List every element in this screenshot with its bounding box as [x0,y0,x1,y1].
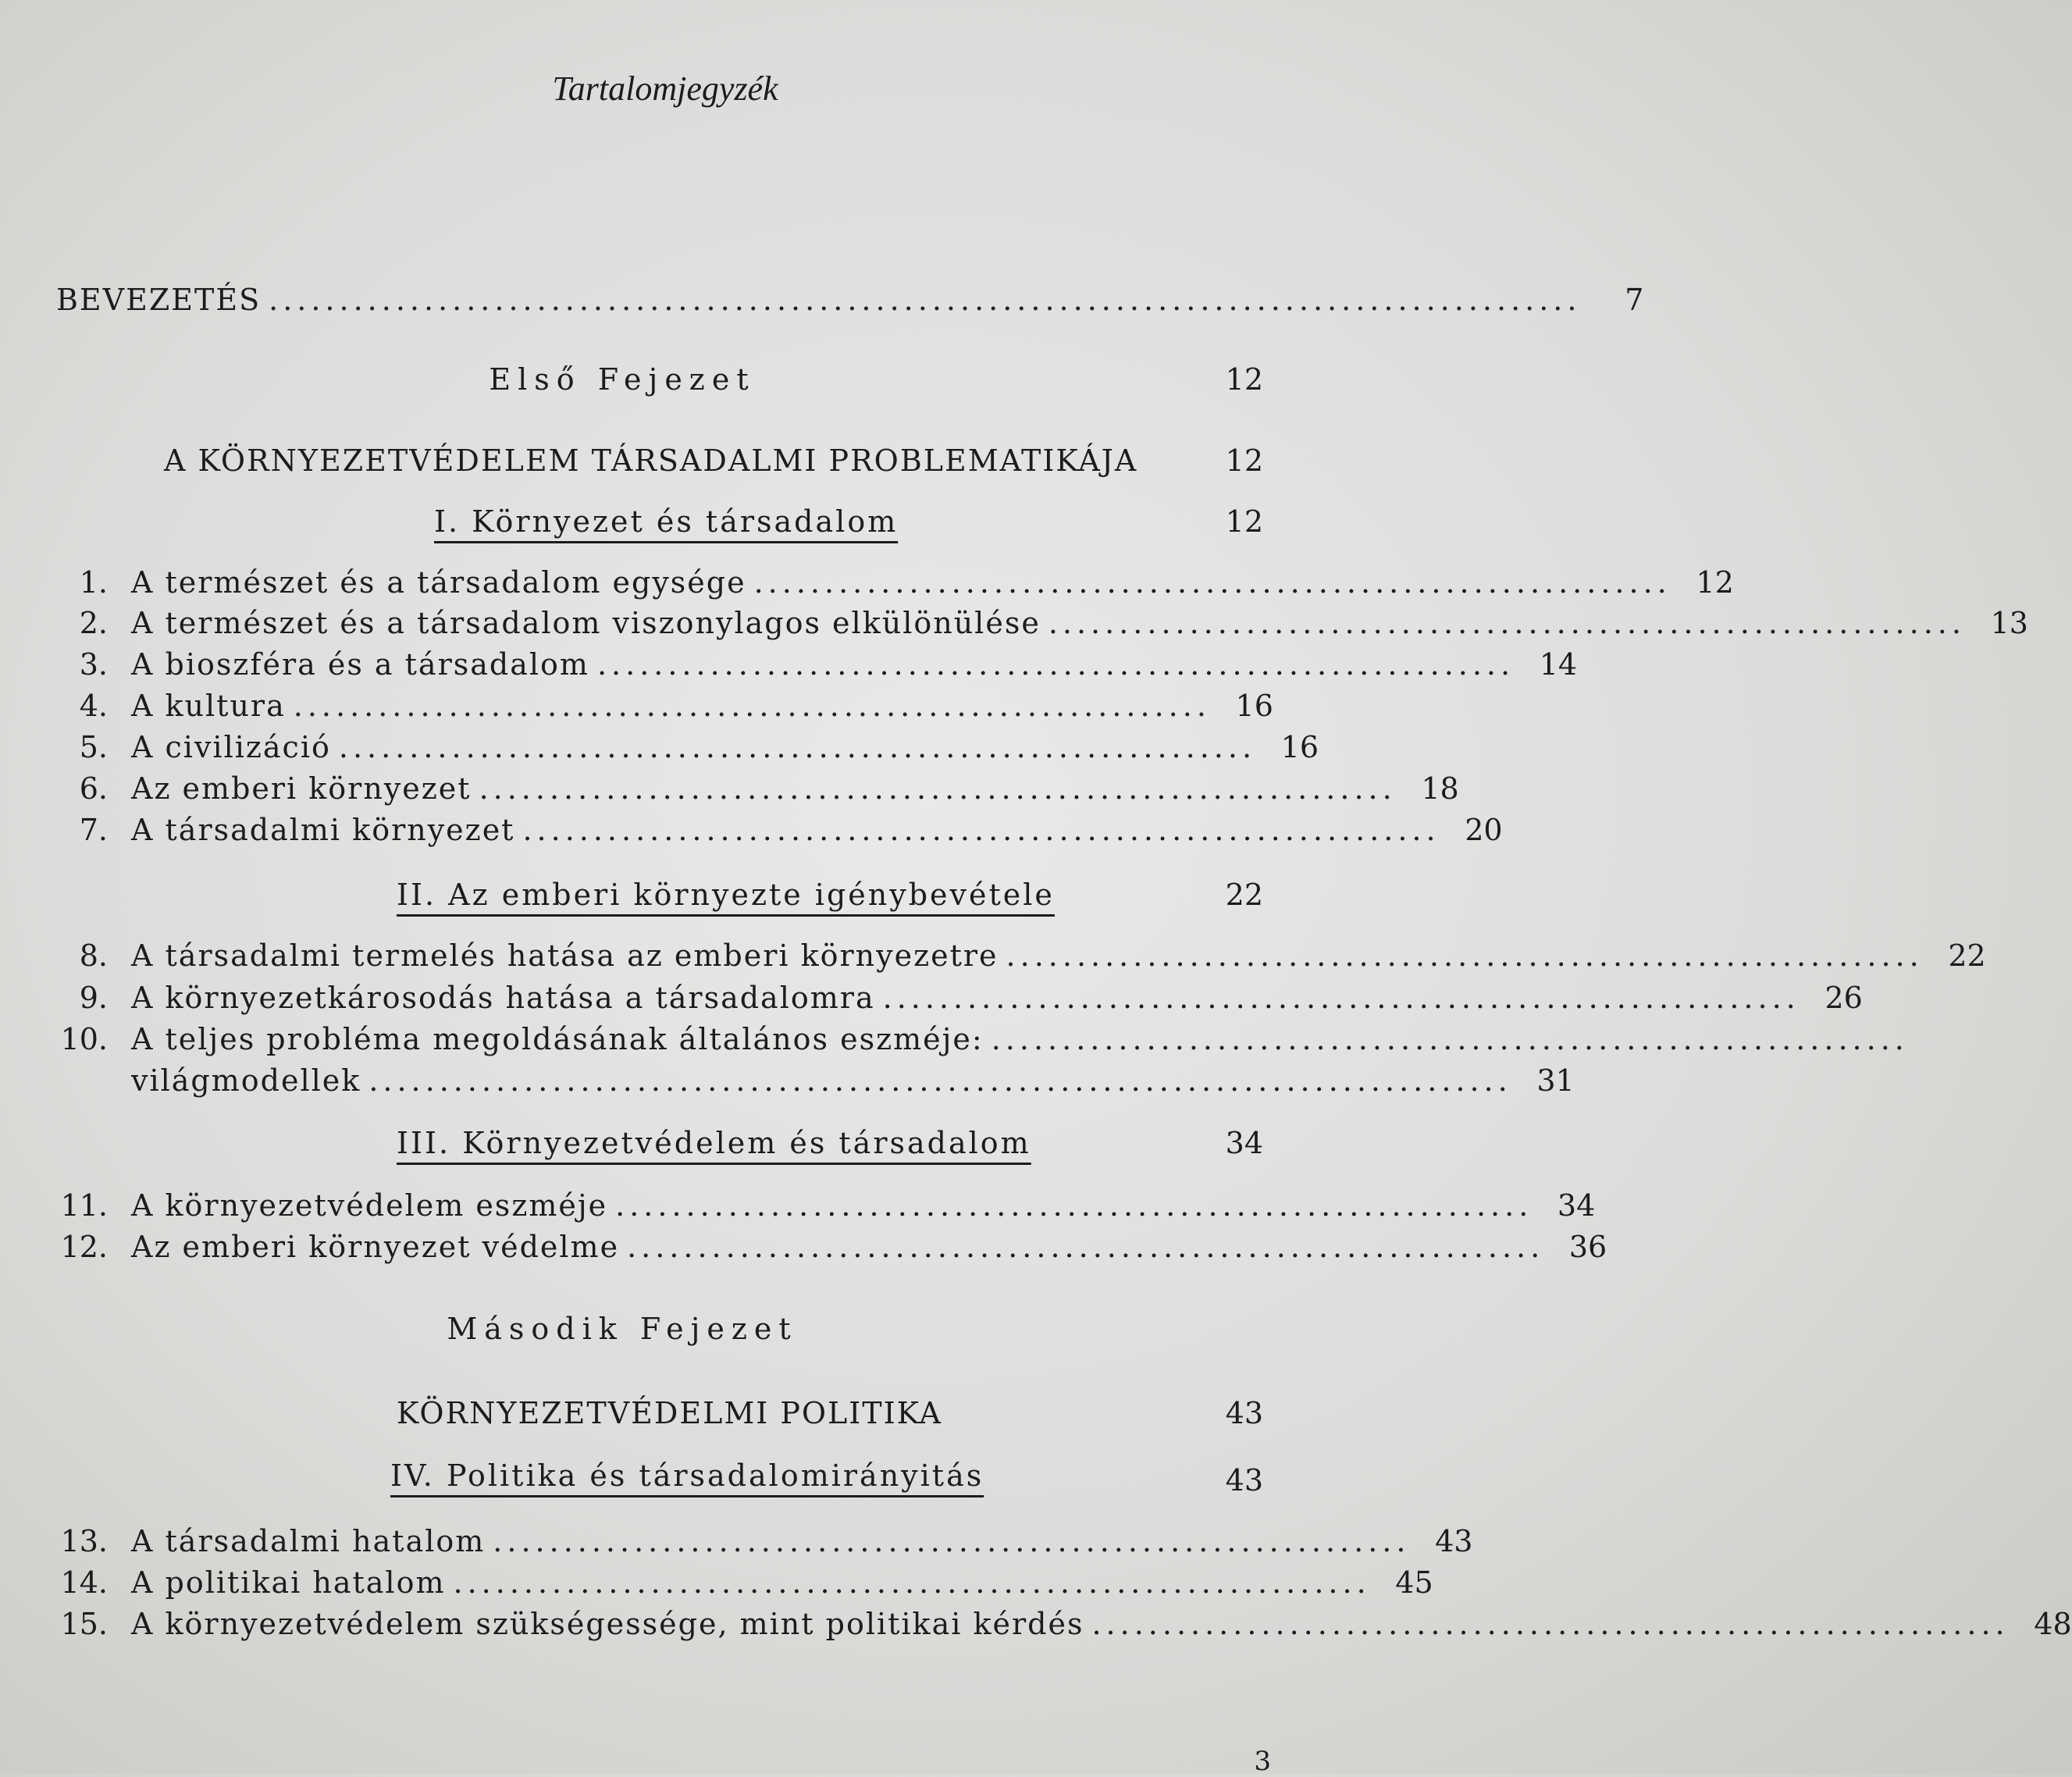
entry-page: 43 [1435,1524,1473,1558]
entry-text: A természet és a társadalom viszonylagos elkülönülése [131,606,1041,640]
entry-page: 18 [1421,771,1459,806]
entry-text: A környezetkárosodás hatása a társadalomra [131,981,875,1015]
section-heading-page: 43 [1225,1463,1263,1497]
toc-entry-intro [56,283,1644,320]
entry-text: A kultura [131,689,286,723]
toc-entry [56,938,1986,976]
section-heading: II. Az emberi környezte igénybevétele [397,878,1055,912]
entry-text: A környezetvédelem szükségessége, mint politikai kérdés [131,1607,1084,1641]
toc-entry [56,981,1863,1018]
entry-page: 13 [1990,606,2028,640]
section-heading-page: 12 [1225,504,1263,539]
entry-page: 34 [1557,1188,1596,1223]
entry-text: A bioszféra és a társadalom [131,647,589,682]
toc-entry [56,1607,2072,1644]
part-title: A KÖRNYEZETVÉDELEM TÁRSADALMI PROBLEMATIKÁJA [164,443,1138,478]
leader-dots: ............................................................................................. [269,283,1582,317]
entry-number: 15. [60,1607,108,1641]
section-heading-page: 34 [1225,1126,1263,1160]
entry-number: 9. [79,981,108,1015]
entry-text: A természet és a társadalom egysége [131,565,746,600]
entry-page: 45 [1395,1565,1433,1600]
entry-number: 10. [60,1022,108,1056]
entry-page: 26 [1825,981,1863,1015]
entry-number: 12. [60,1230,108,1264]
toc-entry [56,606,2028,643]
part-title-page: 12 [1225,443,1263,478]
section-heading-page: 22 [1225,878,1263,912]
entry-number: 11. [60,1188,108,1223]
toc-entry [56,647,1578,685]
entry-text: világmodellek [131,1063,361,1098]
entry-page: 48 [2034,1607,2072,1641]
toc-entry [56,689,1273,726]
toc-entry [56,730,1319,767]
part-title: KÖRNYEZETVÉDELMI POLITIKA [397,1396,942,1430]
entry-number: 7. [79,813,108,847]
entry-text: A környezetvédelem eszméje [131,1188,608,1223]
leader-dots: ................................................................. [1091,1607,2010,1641]
section-heading: I. Környezet és társadalom [434,504,899,539]
leader-dots: ................................................................. [882,981,1800,1015]
entry-text: A politikai hatalom [131,1565,446,1600]
entry-page: 31 [1536,1063,1575,1098]
entry-number: 8. [79,938,108,973]
entry-number: 14. [60,1565,108,1600]
toc-entry [56,1188,1596,1226]
entry-page: 16 [1235,689,1273,723]
leader-dots: ................................................................. [522,813,1440,847]
page-number: 3 [1254,1746,1271,1777]
entry-text: A társadalmi hatalom [131,1524,486,1558]
entry-page: 20 [1465,813,1503,847]
entry-number: 3. [79,647,108,682]
section-heading: IV. Politika és társadalomirányitás [390,1458,984,1493]
toc-entry [56,813,1503,850]
leader-dots: ................................................................. [453,1565,1371,1600]
entry-page: 12 [1696,565,1734,600]
toc-entry [56,1022,1909,1059]
leader-dots: ................................................................. [596,647,1515,682]
leader-dots: ................................................................. [493,1524,1411,1558]
leader-dots: ................................................................. [1006,938,1924,973]
entry-number: 5. [79,730,108,764]
entry-page: 7 [1625,283,1644,317]
entry-text: A társadalmi környezet [131,813,515,847]
entry-page: 22 [1948,938,1986,973]
part-title-page: 43 [1225,1396,1263,1430]
leader-dots: ................................................................. [753,565,1671,600]
entry-text: A társadalmi termelés hatása az emberi környezetre [131,938,999,973]
leader-dots: ................................................................. [338,730,1257,764]
chapter-heading: Első Fejezet [489,362,756,397]
toc-entry [56,1565,1433,1603]
entry-text: BEVEZETÉS [56,283,262,317]
chapter-heading: Második Fejezet [447,1312,798,1346]
toc-entry [56,1230,1607,1267]
leader-dots: ................................................................. [293,689,1211,723]
toc-entry [56,771,1459,809]
page-title: Tartalomjegyzék [552,69,778,108]
toc-entry [56,565,1734,603]
leader-dots: ................................................................. [1048,606,1966,640]
leader-dots: ................................................................. [991,1022,1909,1056]
entry-number: 4. [79,689,108,723]
leader-dots: ................................................................................. [368,1063,1512,1098]
entry-number: 13. [60,1524,108,1558]
entry-text: Az emberi környezet [131,771,472,806]
entry-text: Az emberi környezet védelme [131,1230,620,1264]
chapter-heading-page: 12 [1225,362,1263,397]
entry-number: 1. [79,565,108,600]
section-heading: III. Környezetvédelem és társadalom [397,1126,1031,1160]
entry-page: 14 [1539,647,1578,682]
leader-dots: ................................................................. [479,771,1397,806]
entry-text: A civilizáció [131,730,331,764]
leader-dots: ................................................................. [615,1188,1533,1223]
leader-dots: ................................................................. [627,1230,1545,1264]
entry-number: 2. [79,606,108,640]
toc-entry [56,1524,1473,1562]
entry-text: A teljes probléma megoldásának általános eszméje: [131,1022,984,1056]
entry-page: 36 [1568,1230,1607,1264]
toc-entry-continuation [56,1063,1575,1101]
entry-number: 6. [79,771,108,806]
entry-page: 16 [1280,730,1319,764]
